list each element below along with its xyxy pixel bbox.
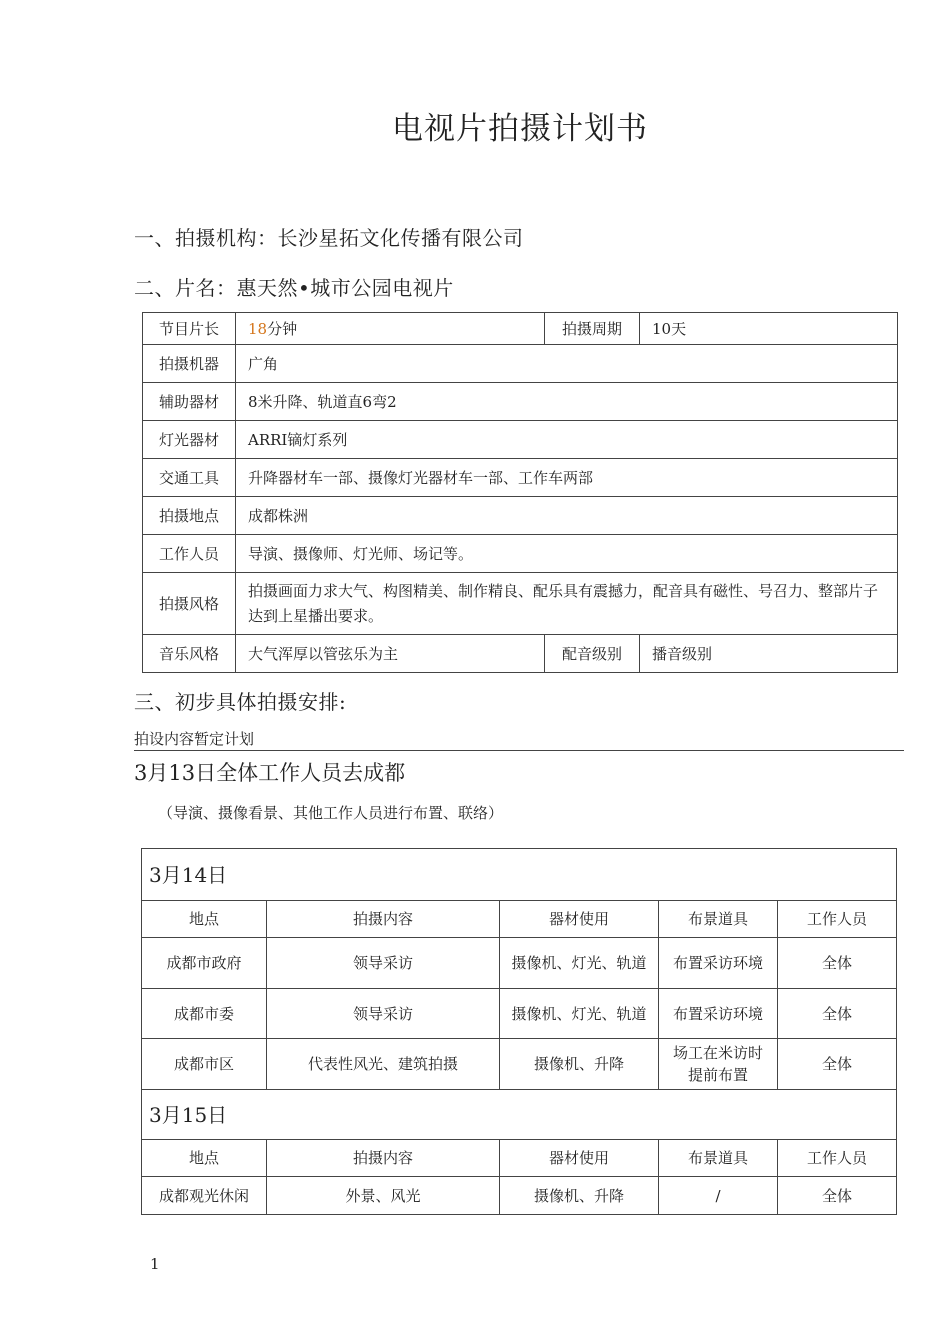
cell-location: 成都市区 <box>142 1039 267 1090</box>
header-location: 地点 <box>142 901 267 938</box>
day-heading: 3月14日 <box>142 849 897 901</box>
section-film-name: 二、片名：惠天然•城市公园电视片 <box>134 276 454 300</box>
table-row <box>142 989 897 1039</box>
period-value: 10天 <box>640 313 898 345</box>
cell-staff: 全体 <box>778 989 897 1039</box>
cell-location: 成都观光休闲 <box>142 1177 267 1215</box>
preparation-note: （导演、摄像看景、其他工作人员进行布置、联络） <box>158 804 504 822</box>
aux-label: 辅助器材 <box>143 383 236 421</box>
duration-number: 18 <box>248 320 268 338</box>
camera-value: 广角 <box>236 345 898 383</box>
header-equipment: 器材使用 <box>500 1140 659 1177</box>
light-label: 灯光器材 <box>143 421 236 459</box>
style-label: 拍摄风格 <box>143 573 236 635</box>
cell-content: 领导采访 <box>267 938 500 989</box>
cell-location: 成都市政府 <box>142 938 267 989</box>
cell-props: / <box>659 1177 778 1215</box>
staff-value: 导演、摄像师、灯光师、场记等。 <box>236 535 898 573</box>
duration-unit: 分钟 <box>267 320 298 338</box>
staff-label: 工作人员 <box>143 535 236 573</box>
cell-equipment: 摄像机、升降 <box>500 1039 659 1090</box>
duration-label: 节目片长 <box>143 313 236 345</box>
day-heading: 3月15日 <box>142 1090 897 1140</box>
plan-subtitle: 拍设内容暂定计划 <box>134 728 904 751</box>
header-equipment: 器材使用 <box>500 901 659 938</box>
table-row <box>142 1177 897 1215</box>
cell-equipment: 摄像机、灯光、轨道 <box>500 938 659 989</box>
header-props: 布景道具 <box>659 1140 778 1177</box>
cell-props: 布置采访环境 <box>659 938 778 989</box>
date-heading: 3月13日全体工作人员去成都 <box>134 761 406 785</box>
dub-value: 播音级别 <box>640 635 898 673</box>
section-org: 一、拍摄机构：长沙星拓文化传播有限公司 <box>134 226 524 250</box>
camera-label: 拍摄机器 <box>143 345 236 383</box>
aux-value: 8米升降、轨道直6弯2 <box>236 383 898 421</box>
page-number: 1 <box>150 1255 160 1273</box>
cell-equipment: 摄像机、升降 <box>500 1177 659 1215</box>
table-row <box>142 938 897 989</box>
section-arrangement: 三、初步具体拍摄安排: <box>134 690 347 714</box>
music-value: 大气浑厚以管弦乐为主 <box>236 635 545 673</box>
music-label: 音乐风格 <box>143 635 236 673</box>
dub-label: 配音级别 <box>545 635 640 673</box>
transport-value: 升降器材车一部、摄像灯光器材车一部、工作车两部 <box>236 459 898 497</box>
header-staff: 工作人员 <box>778 1140 897 1177</box>
cell-props: 布置采访环境 <box>659 989 778 1039</box>
cell-content: 外景、风光 <box>267 1177 500 1215</box>
cell-props: 场工在米访时提前布置 <box>659 1039 778 1090</box>
schedule-table <box>141 848 897 1215</box>
cell-content: 领导采访 <box>267 989 500 1039</box>
cell-staff: 全体 <box>778 1177 897 1215</box>
document-title: 电视片拍摄计划书 <box>392 111 648 147</box>
location-value: 成都株洲 <box>236 497 898 535</box>
header-location: 地点 <box>142 1140 267 1177</box>
header-content: 拍摄内容 <box>267 1140 500 1177</box>
cell-content: 代表性风光、建筑拍摄 <box>267 1039 500 1090</box>
cell-equipment: 摄像机、灯光、轨道 <box>500 989 659 1039</box>
style-value: 拍摄画面力求大气、构图精美、制作精良、配乐具有震撼力，配音具有磁性、号召力、整部片子达到上星播出要求。 <box>236 573 898 635</box>
header-staff: 工作人员 <box>778 901 897 938</box>
cell-staff: 全体 <box>778 1039 897 1090</box>
header-content: 拍摄内容 <box>267 901 500 938</box>
transport-label: 交通工具 <box>143 459 236 497</box>
cell-staff: 全体 <box>778 938 897 989</box>
table-row <box>142 1039 897 1090</box>
location-label: 拍摄地点 <box>143 497 236 535</box>
period-label: 拍摄周期 <box>545 313 640 345</box>
cell-location: 成都市委 <box>142 989 267 1039</box>
header-props: 布景道具 <box>659 901 778 938</box>
duration-value <box>236 313 545 345</box>
light-value: ARRI镝灯系列 <box>236 421 898 459</box>
info-table <box>142 312 898 673</box>
